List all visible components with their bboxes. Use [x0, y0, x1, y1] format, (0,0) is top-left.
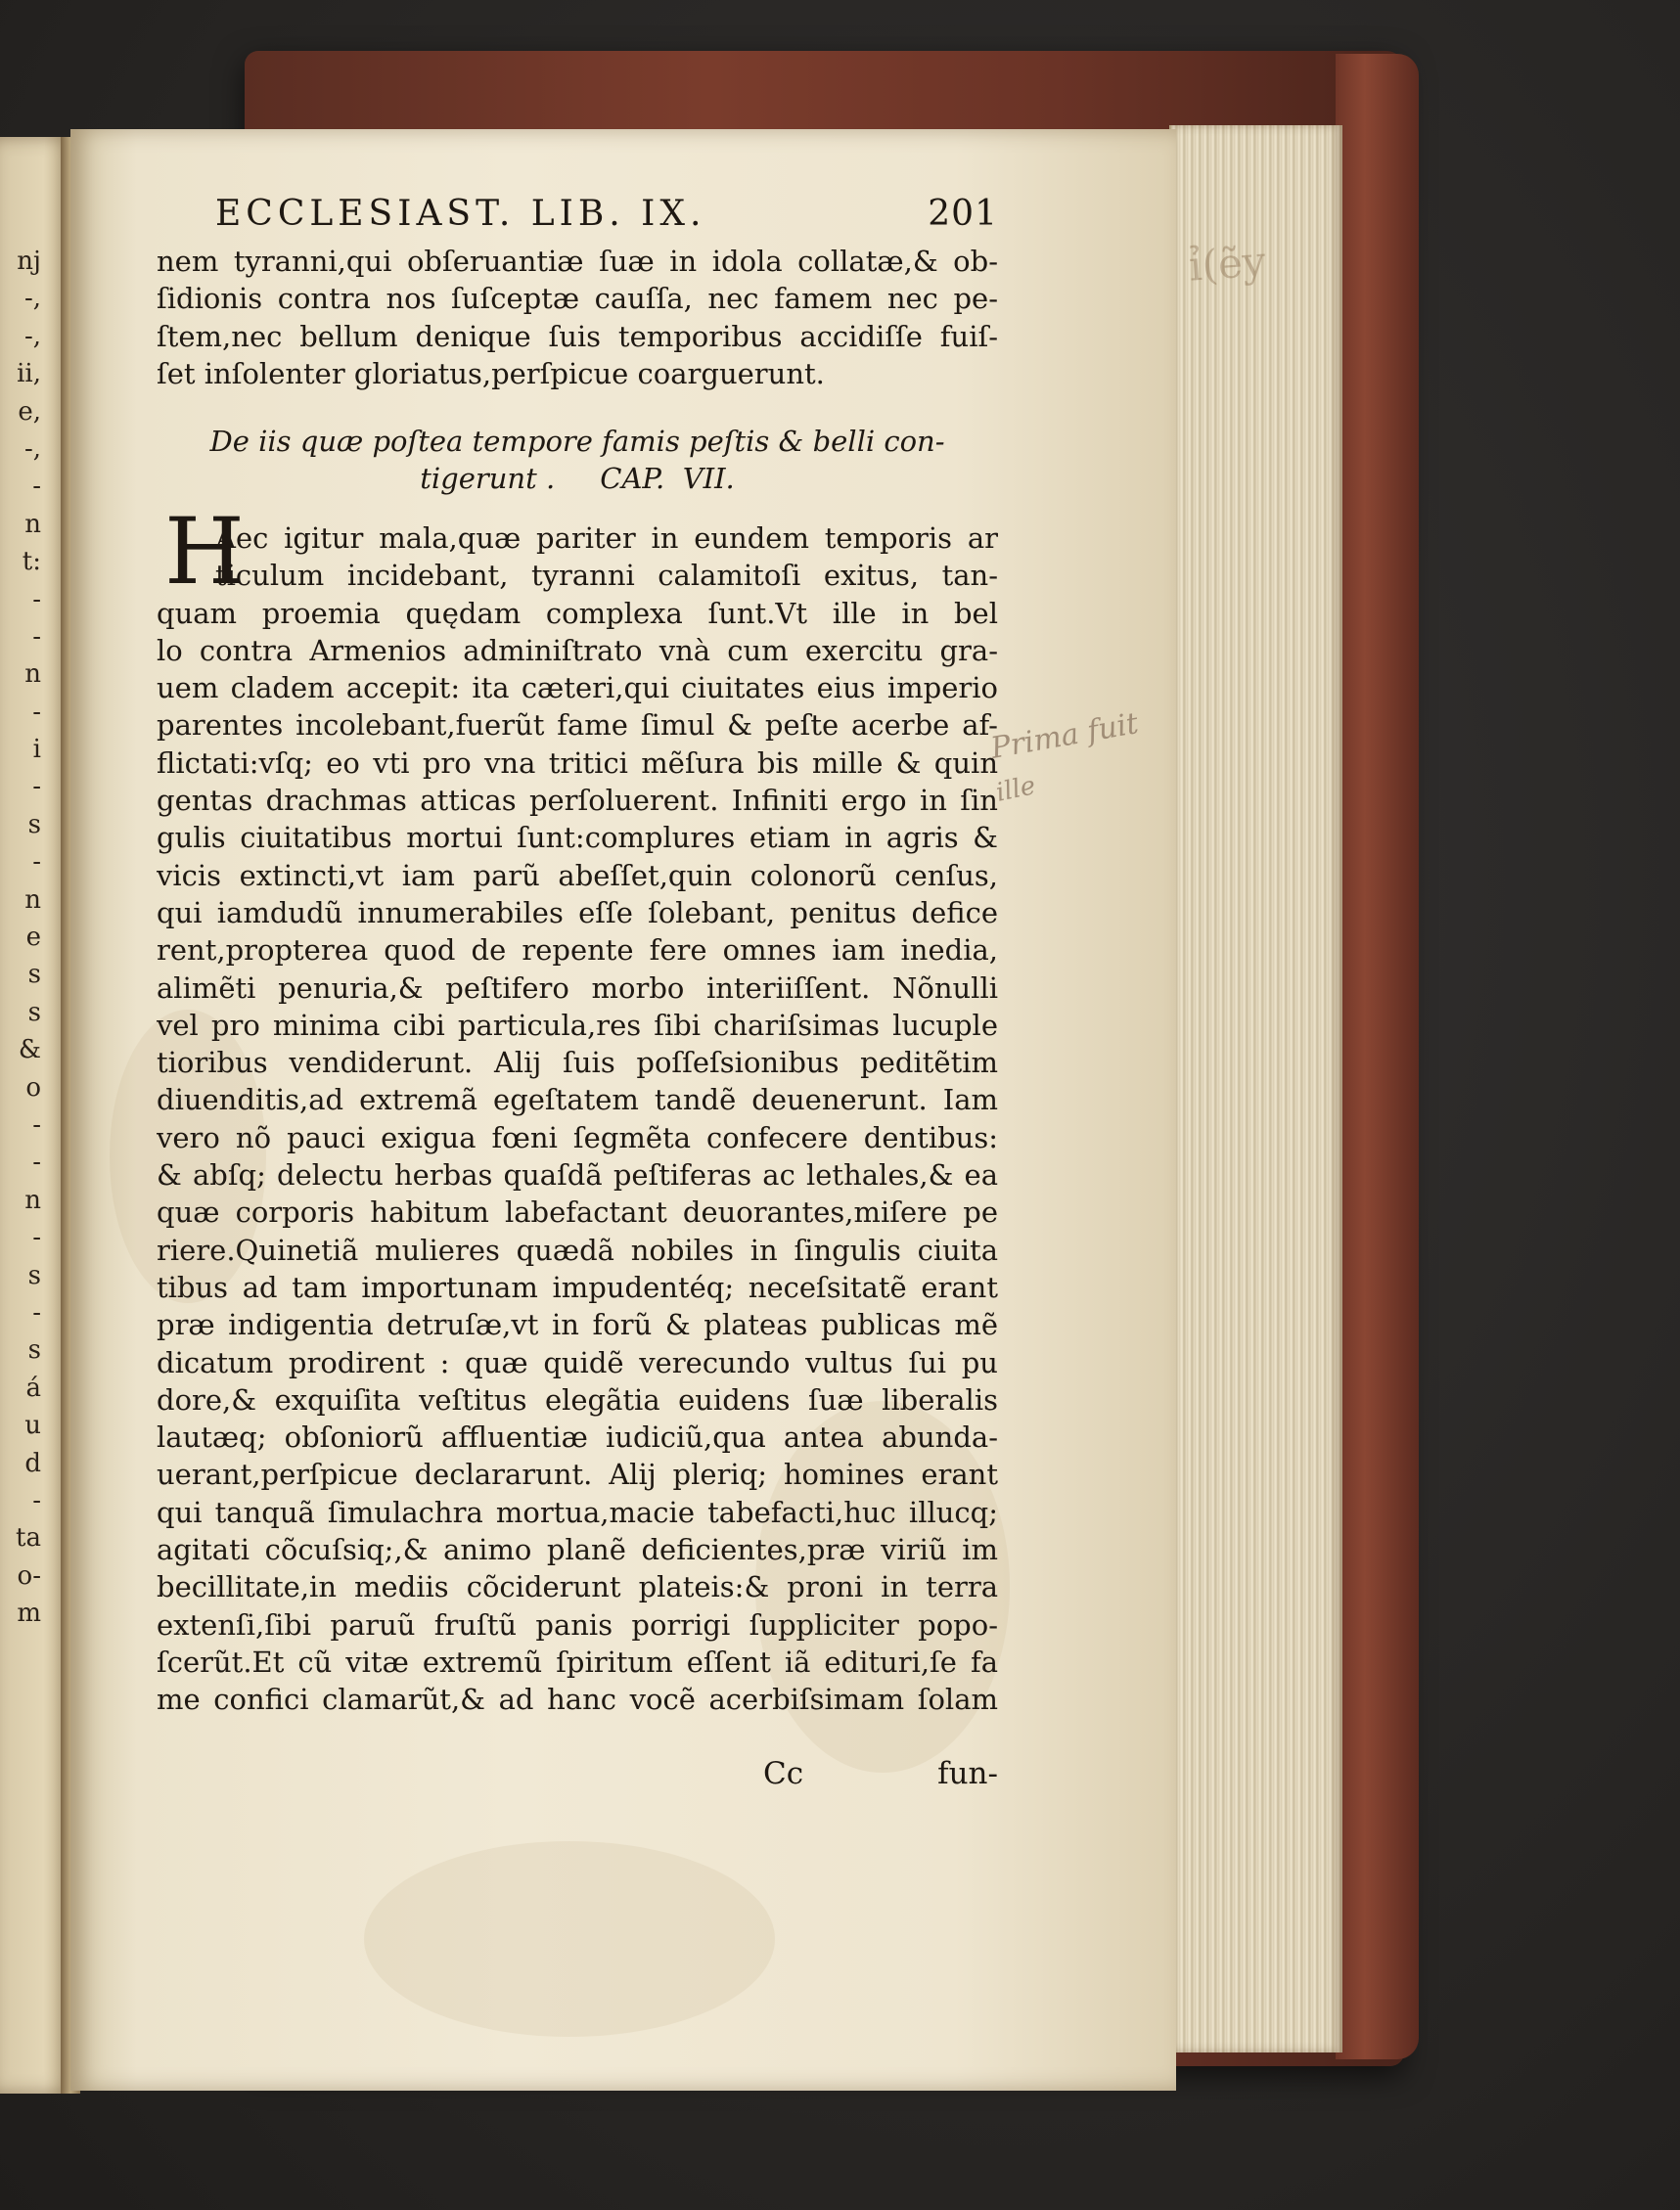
- facing-page-char: -: [32, 1485, 41, 1515]
- facing-page-char: -: [32, 584, 41, 614]
- facing-page-char: &: [18, 1035, 41, 1065]
- handwritten-marginal-note: Prima fuit: [988, 706, 1141, 766]
- handwritten-marginal-note: ille: [993, 771, 1039, 808]
- facing-page-char: o: [25, 1072, 41, 1103]
- text-line: rent,propterea quod de repente fere omnes iam inedia,: [157, 933, 998, 968]
- text-line: dore,& exquiſita veſtitus elegãtia euidens ſuæ liberalis: [157, 1382, 998, 1417]
- text-line: ſet inſolenter gloriatus,perſpicue coarguerunt.: [157, 356, 825, 390]
- facing-page-char: s: [27, 1260, 41, 1290]
- facing-page-char: -: [32, 1148, 41, 1178]
- text-line: dicatum prodirent : quæ quidẽ verecundo vultus ſui pu: [157, 1345, 998, 1379]
- text-line: uerant,perſpicue declararunt. Alij pleriq; homines erant: [157, 1458, 998, 1492]
- facing-page-char: t:: [22, 547, 41, 577]
- text-line: lautæq; obſoniorũ affluentiæ iudiciũ,qua antea abunda-: [157, 1421, 998, 1455]
- facing-page-char: -: [32, 1297, 41, 1328]
- facing-page-char: s: [27, 997, 41, 1027]
- facing-page-char: i: [32, 735, 41, 765]
- text-line: ſidionis contra nos ſuſceptæ cauſſa, nec famem nec pe-: [157, 282, 998, 316]
- facing-page-char: -: [32, 847, 41, 878]
- facing-page-char: s: [27, 809, 41, 839]
- facing-page-char: -: [32, 472, 41, 502]
- text-line: vel pro minima cibi particula,res ſibi chariſsimas lucuple: [157, 1008, 998, 1042]
- facing-page-char: á: [25, 1373, 41, 1403]
- facing-page-char: d: [24, 1448, 41, 1478]
- facing-page-char: m: [17, 1599, 41, 1629]
- text-line: præ indigentia detruſæ,vt in forũ & plateas publicas mẽ: [157, 1308, 998, 1342]
- text-line: diuenditis,ad extremã egeſtatem tandẽ deuenerunt. Iam: [157, 1083, 998, 1117]
- text-line: qui tanquã ſimulachra mortua,macie tabefacti,huc illucq;: [157, 1495, 998, 1529]
- text-line: riere.Quinetiã mulieres quædã nobiles in ſingulis ciuita: [157, 1233, 998, 1267]
- text-line: uem cladem accepit: ita cæteri,qui ciuitates eius imperio: [157, 671, 998, 705]
- catchword: fun-: [937, 1756, 998, 1791]
- text-line: ticulum incidebant, tyranni calamitoſi exitus, tan-: [215, 559, 998, 593]
- text-line: nem tyranni,qui obſeruantiæ ſuæ in idola collatæ,& ob-: [157, 245, 998, 278]
- facing-page-char: n: [24, 884, 41, 915]
- text-line: flictati:vſq; eo vti pro vna tritici mẽſura bis mille & quin: [157, 745, 998, 780]
- text-line: tioribus vendiderunt. Alij ſuis poſſeſsionibus peditẽtim: [157, 1046, 998, 1080]
- facing-page-char: n: [24, 659, 41, 690]
- text-line: ſcerũt.Et cũ vitæ extremũ ſpiritum eſſent iã edituri,ſe fa: [157, 1645, 998, 1679]
- facing-page-char: nj: [17, 247, 41, 276]
- text-line: ſtem,nec bellum denique ſuis temporibus accidiſſe fuiſ-: [157, 319, 998, 353]
- text-line: extenſi,ſibi paruũ fruſtũ panis porrigi ſuppliciter popo-: [157, 1607, 998, 1642]
- chapter-heading: [157, 423, 998, 497]
- running-header: [215, 194, 998, 237]
- facing-page-char: -: [32, 1109, 41, 1140]
- page-block-edges: [1169, 125, 1342, 2052]
- text-line: me confici clamarũt,& ad hanc vocẽ acerbiſsimam ſolam: [157, 1683, 998, 1717]
- text-line: & abſq; delectu herbas quaſdã peſtiferas ac lethales,& ea: [157, 1158, 998, 1193]
- text-line: gulis ciuitatibus mortui ſunt:complures etiam in agris &: [157, 821, 998, 855]
- facing-page-char: -,: [23, 433, 41, 464]
- facing-page-char: ii,: [17, 359, 41, 389]
- book-binding-edge: [1336, 54, 1419, 2059]
- text-line: alimẽti penuria,& peſtifero morbo interiiſſent. Nõnulli: [157, 970, 998, 1005]
- facing-page-char: s: [27, 960, 41, 990]
- facing-page-char: -,: [23, 321, 41, 351]
- text-line: agitati cõcuſsiq;,& animo planẽ deficientes,præ viriũ im: [157, 1533, 998, 1567]
- text-line: quam proemia quędam complexa ſunt.Vt ille in bel: [157, 596, 998, 630]
- text-line: quæ corporis habitum labefactant deuorantes,miſere pe: [157, 1195, 998, 1230]
- facing-page-char: -: [32, 772, 41, 802]
- opening-paragraph: [157, 243, 998, 392]
- text-line: becillitate,in mediis cõciderunt plateis:& proni in terra: [157, 1570, 998, 1604]
- facing-page-char: -,: [23, 284, 41, 314]
- facing-page-edge-text: [2, 243, 41, 1632]
- text-line: qui iamdudũ innumerabiles eſſe ſolebant, penitus defice: [157, 895, 998, 929]
- facing-page-char: n: [24, 1185, 41, 1215]
- facing-page-char: ta: [16, 1523, 41, 1554]
- chapter-body-text: [157, 519, 998, 1719]
- text-line: gentas drachmas atticas perſoluerent. Infiniti ergo in ſin: [157, 784, 998, 818]
- facing-page-char: -: [32, 1223, 41, 1253]
- page-number: 201: [928, 194, 998, 234]
- facing-page-char: s: [27, 1335, 41, 1366]
- text-line: tibus ad tam importunam impudentéq; neceſsitatẽ erant: [157, 1270, 998, 1304]
- facing-page-char: n: [24, 509, 41, 539]
- chapter-heading-line: De iis quæ poſtea tempore famis peſtis & belli con-: [209, 425, 945, 458]
- facing-page-char: e: [25, 923, 41, 953]
- text-line: lo contra Armenios adminiſtrato vnà cum exercitu gra-: [157, 633, 998, 667]
- text-line: vicis extincti,vt iam parũ abeſſet,quin colonorũ cenſus,: [157, 858, 998, 892]
- facing-page-char: -: [32, 697, 41, 727]
- signature-mark: Cc: [763, 1756, 804, 1791]
- chapter-heading-line: tigerunt . CAP. VII.: [420, 462, 735, 495]
- facing-page-char: -: [32, 621, 41, 652]
- facing-page-char: o-: [17, 1560, 41, 1591]
- text-line: vero nõ pauci exigua fœni ſegmẽta confecere dentibus:: [157, 1120, 998, 1154]
- ink-bleedthrough: ỉ(ẽy: [1187, 237, 1268, 291]
- drop-cap-initial: H: [164, 499, 245, 606]
- running-head-title: ECCLESIAST. LIB. IX.: [215, 194, 706, 234]
- text-line: Aec igitur mala,quæ pariter in eundem temporis ar: [215, 521, 998, 555]
- text-line: parentes incolebant,fuerũt fame ſimul & peſte acerbe af-: [157, 708, 998, 743]
- facing-page-char: u: [24, 1411, 41, 1441]
- page-footer: [157, 1756, 998, 1795]
- facing-page-char: e,: [18, 396, 41, 427]
